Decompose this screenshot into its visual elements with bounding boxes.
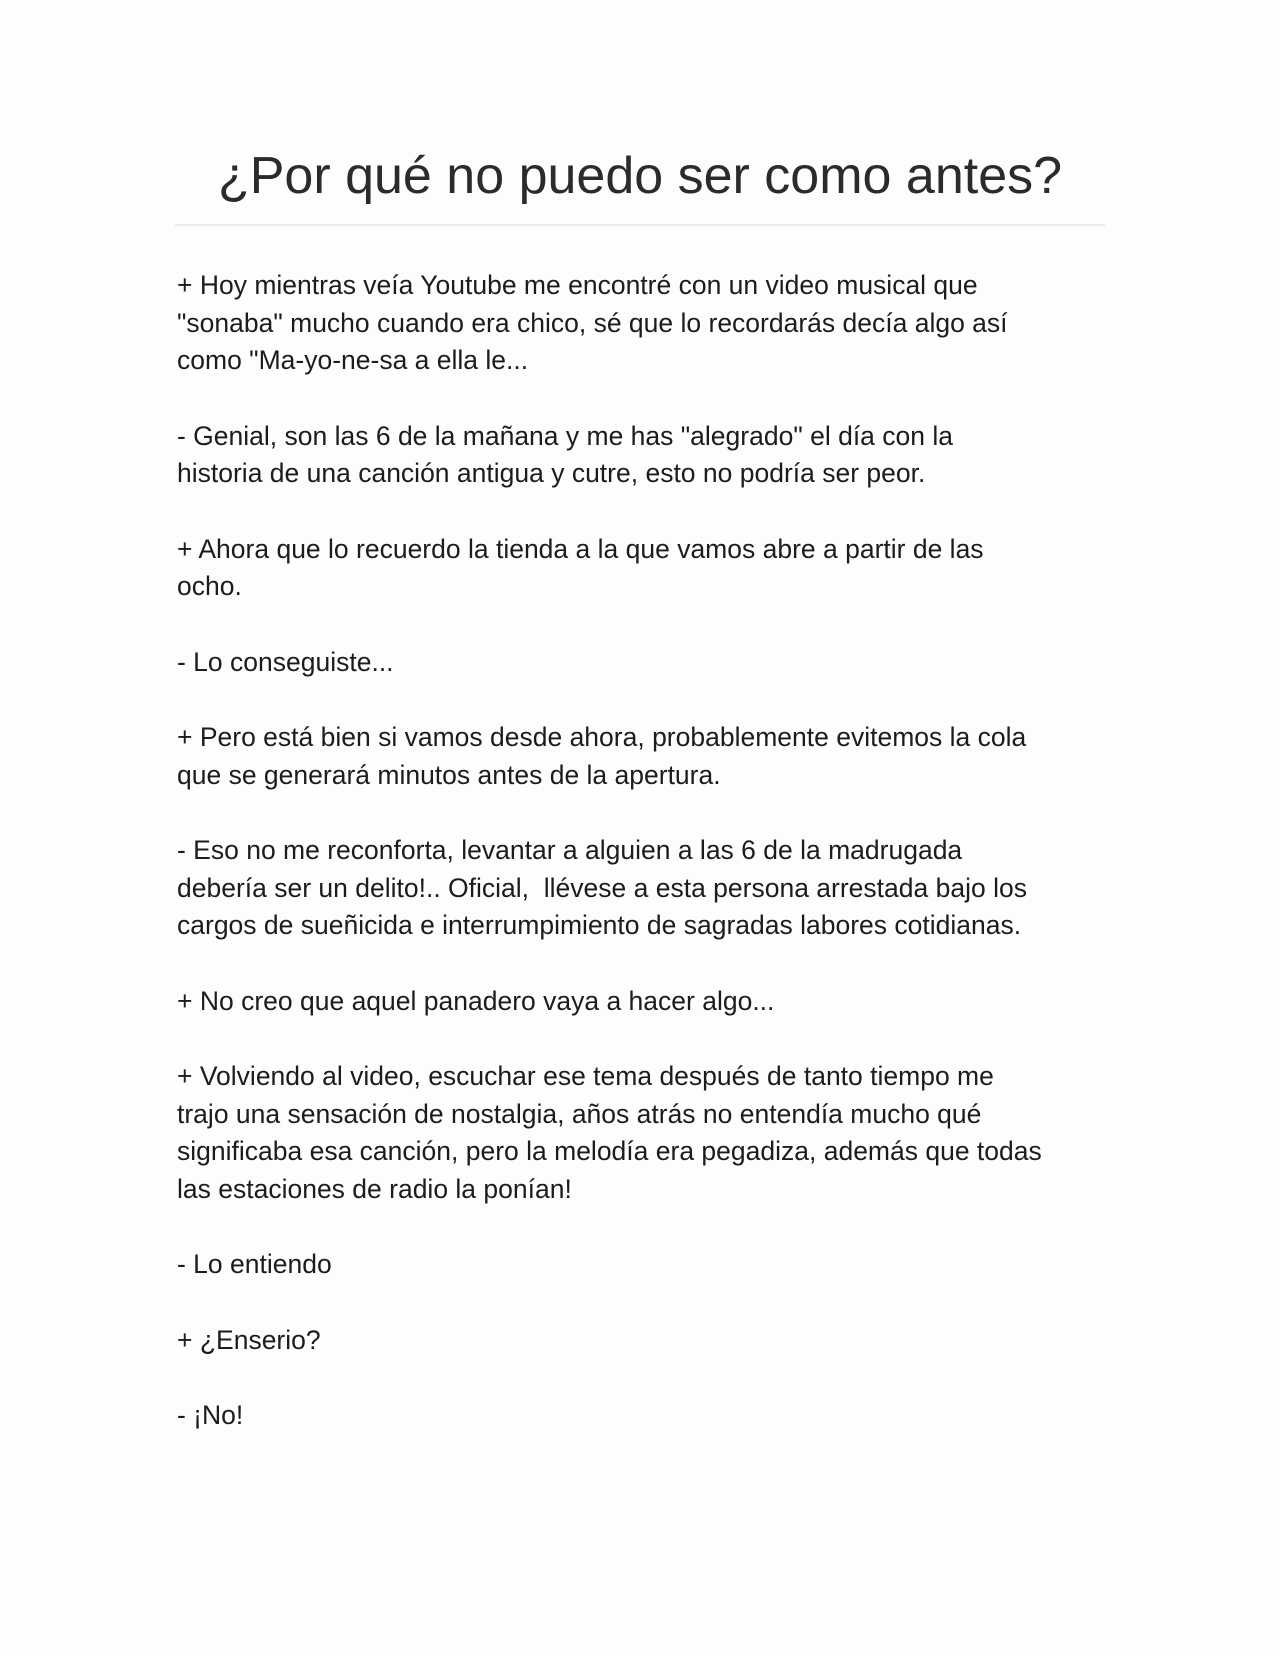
dialogue-line: - Lo entiendo: [177, 1249, 332, 1279]
title-divider: [175, 224, 1105, 226]
dialogue-line: + Pero está bien si vamos desde ahora, probablemente evitemos la cola que se generará minutos antes de la apertura.: [177, 722, 1027, 790]
dialogue-line: + No creo que aquel panadero vaya a hacer algo...: [177, 985, 775, 1016]
document-body: [177, 267, 1117, 1473]
dialogue-line: - ¡No!: [177, 1400, 244, 1430]
dialogue-line: + Volviendo al video, escuchar ese tema después de tanto tiempo me trajo una sensación de nostalgia, años atrás no entendía mucho qué significaba esa canción, pero la melodía era pegadiza, además que todas las estaciones de radio la ponían!: [177, 1061, 1042, 1204]
dialogue-line: + Ahora que lo recuerdo la tienda a la que vamos abre a partir de las ocho.: [177, 533, 984, 601]
dialogue-line: - Lo conseguiste...: [177, 646, 394, 677]
dialogue-line: - Genial, son las 6 de la mañana y me has "alegrado" el día con la historia de una canción antigua y cutre, esto no podría ser peor.: [177, 420, 953, 488]
dialogue-line: + Hoy mientras veía Youtube me encontré con un video musical que "sonaba" mucho cuando era chico, sé que lo recordarás decía algo así como "Ma-yo-ne-sa a ella le...: [177, 270, 1008, 375]
dialogue-line: + ¿Enserio?: [177, 1324, 321, 1355]
dialogue-line: - Eso no me reconforta, levantar a alguien a las 6 de la madrugada debería ser un delito!.. Oficial, llévese a esta persona arrestada bajo los cargos de sueñicida e interrumpimiento de sagradas labores cotidianas.: [177, 835, 1027, 940]
document-title: ¿Por qué no puedo ser como antes?: [217, 147, 1063, 205]
